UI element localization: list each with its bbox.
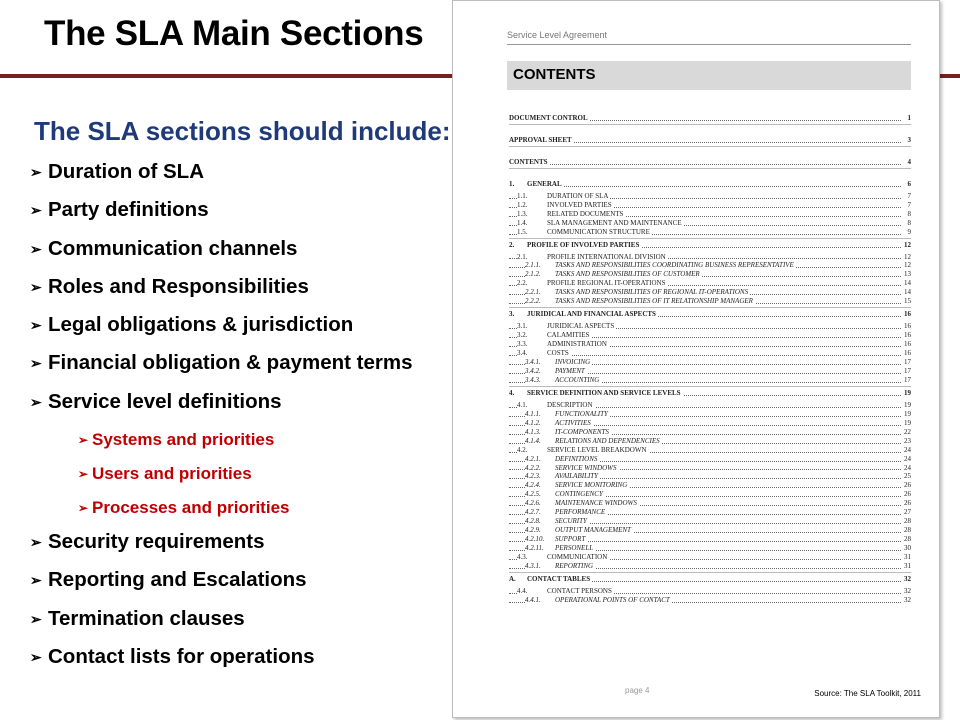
toc-entry — [509, 562, 911, 571]
bullet-text: Security requirements — [48, 530, 265, 554]
toc-title — [525, 428, 611, 437]
toc-title — [525, 419, 593, 428]
arrow-bullet-icon: ➢ — [30, 278, 42, 295]
toc-number: 4.2.6. — [525, 499, 541, 508]
toc-entry — [509, 472, 911, 481]
document-header: Service Level Agreement — [507, 30, 608, 40]
arrow-bullet-icon: ➢ — [30, 393, 42, 410]
bullet-text: Processes and priorities — [92, 498, 290, 518]
toc-title — [509, 114, 590, 123]
toc-title — [517, 331, 591, 340]
contents-heading: CONTENTS — [513, 66, 596, 83]
sub-bullet-item — [30, 423, 413, 457]
toc-entry — [509, 526, 911, 535]
toc-title-text: PROFILE REGIONAL IT-OPERATIONS — [547, 279, 666, 288]
toc-title — [525, 455, 599, 464]
toc-title-text: SERVICE LEVEL BREAKDOWN — [547, 445, 647, 454]
toc-title — [517, 210, 625, 219]
toc-entry — [509, 437, 911, 446]
arrow-bullet-icon: ➢ — [30, 355, 42, 372]
toc-entry — [509, 253, 911, 262]
toc-number: 2.1.1. — [525, 261, 541, 270]
toc-title-text: GENERAL — [527, 179, 562, 188]
toc-title-text: CONTACT TABLES — [527, 574, 591, 583]
bullet-item — [30, 385, 413, 423]
toc-title-text: SERVICE DEFINITION AND SERVICE LEVELS — [527, 388, 681, 397]
toc-page-number: 32 — [904, 595, 911, 604]
toc-page-number: 19 — [904, 400, 911, 409]
toc-title — [509, 310, 658, 319]
toc-title — [517, 349, 571, 358]
toc-title — [517, 201, 614, 210]
toc-title — [525, 464, 619, 473]
toc-title-text: ACTIVITIES — [555, 418, 591, 427]
toc-number: 3.2. — [517, 331, 528, 340]
toc-number: 4. — [509, 388, 515, 397]
toc-title-text: TASKS AND RESPONSIBILITIES OF REGIONAL IT-OPERATIONS — [555, 288, 749, 297]
toc-number: 1.5. — [517, 227, 528, 236]
toc-title — [525, 517, 589, 526]
toc-title — [525, 367, 587, 376]
toc-page-number: 14 — [904, 288, 911, 297]
toc-number: 2. — [509, 240, 515, 249]
toc-entry — [509, 464, 911, 473]
toc-title — [525, 358, 592, 367]
toc-page-number: 24 — [904, 445, 911, 454]
toc-number: 1. — [509, 179, 515, 188]
toc-title — [517, 587, 614, 596]
toc-number: 3.4.2. — [525, 366, 541, 375]
toc-title-text: IT-COMPONENTS — [555, 427, 609, 436]
sub-bullet-item — [30, 457, 413, 491]
toc-title — [525, 270, 702, 279]
toc-page-number: 7 — [907, 200, 911, 209]
arrow-bullet-icon: ➢ — [30, 610, 42, 627]
document-page — [452, 0, 940, 718]
toc-number: 2.2.1. — [525, 288, 541, 297]
toc-title-text: ADMINISTRATION — [547, 340, 607, 349]
toc-number: 1.4. — [517, 218, 528, 227]
toc-title — [517, 401, 595, 410]
toc-page-number: 32 — [904, 574, 911, 583]
toc-entry — [509, 535, 911, 544]
toc-number: 4.2.8. — [525, 517, 541, 526]
toc-entry — [509, 401, 911, 410]
page-number: page 4 — [625, 686, 650, 695]
toc-number: 4.3. — [517, 553, 528, 562]
toc-entry — [509, 241, 911, 250]
toc-title-text: AVAILABILITY — [555, 472, 599, 481]
toc-entry — [509, 587, 911, 596]
toc-title-text: PERFORMANCE — [555, 508, 606, 517]
toc-title — [525, 297, 755, 306]
toc-number: 4.1.2. — [525, 418, 541, 427]
toc-title-text: DOCUMENT CONTROL — [509, 114, 588, 122]
toc-title — [525, 481, 629, 490]
bullet-item — [30, 525, 413, 563]
toc-entry — [509, 508, 911, 517]
toc-page-number: 19 — [904, 418, 911, 427]
toc-title — [509, 575, 592, 584]
header-divider — [507, 44, 911, 45]
toc-number: 2.1.2. — [525, 270, 541, 279]
toc-entry — [509, 201, 911, 210]
toc-title-text: DESCRIPTION — [547, 400, 593, 409]
toc-page-number: 16 — [904, 310, 911, 319]
toc-number: 4.2.10. — [525, 535, 545, 544]
toc-title-text: SUPPORT — [555, 535, 586, 544]
toc-title-text: DURATION OF SLA — [547, 191, 609, 200]
toc-entry — [509, 481, 911, 490]
bullet-item — [30, 308, 413, 346]
toc-title-text: SERVICE WINDOWS — [555, 463, 617, 472]
arrow-bullet-icon: ➢ — [78, 467, 89, 482]
toc-number: 4.4. — [517, 586, 528, 595]
toc-entry — [509, 455, 911, 464]
toc-entry — [509, 490, 911, 499]
toc-number: 4.1. — [517, 400, 528, 409]
toc-page-number: 19 — [904, 409, 911, 418]
toc-title — [525, 490, 605, 499]
toc-number: 4.4.1. — [525, 595, 541, 604]
toc-page-number: 27 — [904, 508, 911, 517]
toc-title-text: COMMUNICATION STRUCTURE — [547, 227, 650, 236]
toc-title-text: RELATED DOCUMENTS — [547, 209, 624, 218]
toc-number: 4.2.2. — [525, 463, 541, 472]
document-preview — [452, 0, 940, 720]
toc-entry — [509, 553, 911, 562]
bullet-text: Legal obligations & jurisdiction — [48, 313, 354, 337]
toc-title-text: TASKS AND RESPONSIBILITIES COORDINATING BUSINESS REPRESENTATIVE — [555, 261, 794, 270]
toc-title — [525, 596, 672, 605]
toc-entry — [509, 279, 911, 288]
toc-title-text: PERSONELL — [555, 544, 594, 553]
toc-entry — [509, 544, 911, 553]
toc-title — [509, 180, 564, 189]
bullet-text: Roles and Responsibilities — [48, 274, 309, 298]
toc-page-number: 17 — [904, 366, 911, 375]
toc-page-number: 19 — [904, 388, 911, 397]
toc-page-number: 22 — [904, 427, 911, 436]
toc-page-number: 16 — [904, 322, 911, 331]
toc-entry — [509, 376, 911, 385]
toc-title — [509, 136, 574, 145]
toc-entry — [509, 136, 911, 145]
bullet-text: Users and priorities — [92, 464, 252, 484]
toc-entry — [509, 180, 911, 189]
toc-title-text: SERVICE MONITORING — [555, 481, 628, 490]
toc-title-text: OPERATIONAL POINTS OF CONTACT — [555, 595, 670, 604]
bullet-item — [30, 640, 413, 678]
toc-page-number: 31 — [904, 561, 911, 570]
toc-page-number: 7 — [907, 191, 911, 200]
toc-entry — [509, 596, 911, 605]
toc-page-number: 28 — [904, 535, 911, 544]
toc-entry — [509, 446, 911, 455]
arrow-bullet-icon: ➢ — [30, 240, 42, 257]
toc-entry — [509, 428, 911, 437]
arrow-bullet-icon: ➢ — [30, 164, 42, 180]
toc-title-text: TASKS AND RESPONSIBILITIES OF IT RELATIONSHIP MANAGER — [555, 297, 753, 306]
source-note: Source: The SLA Toolkit, 2011 — [814, 689, 921, 698]
toc-entry — [509, 322, 911, 331]
toc-title-text: CONTACT PERSONS — [547, 586, 612, 595]
toc-number: 3. — [509, 310, 515, 319]
toc-page-number: 31 — [904, 553, 911, 562]
toc-entry — [509, 331, 911, 340]
toc-entry — [509, 358, 911, 367]
toc-number: 3.4.3. — [525, 375, 541, 384]
toc-page-number: 25 — [904, 472, 911, 481]
toc-title — [525, 376, 601, 385]
toc-title — [525, 410, 610, 419]
toc-entry — [509, 389, 911, 398]
toc-title-text: JURIDICAL AND FINANCIAL ASPECTS — [527, 310, 656, 319]
toc-leader — [509, 186, 901, 187]
toc-title-text: JURIDICAL ASPECTS — [547, 322, 615, 331]
toc-page-number: 28 — [904, 526, 911, 535]
toc-page-number: 26 — [904, 481, 911, 490]
toc-title — [517, 192, 610, 201]
toc-entry — [509, 349, 911, 358]
toc-title-text: RELATIONS AND DEPENDENCIES — [555, 436, 660, 445]
toc-title-text: COMMUNICATION — [547, 553, 608, 562]
toc-page-number: 6 — [907, 179, 911, 188]
table-of-contents — [509, 114, 911, 605]
toc-page-number: 13 — [904, 270, 911, 279]
toc-page-number: 12 — [904, 261, 911, 270]
toc-number: 3.3. — [517, 340, 528, 349]
slide-title: The SLA Main Sections — [44, 14, 424, 53]
toc-title — [517, 279, 667, 288]
toc-entry — [509, 419, 911, 428]
toc-title-text: PROFILE OF INVOLVED PARTIES — [527, 240, 640, 249]
toc-number: 2.1. — [517, 252, 528, 261]
toc-title — [525, 499, 639, 508]
toc-page-number: 26 — [904, 499, 911, 508]
toc-number: 2.2. — [517, 279, 528, 288]
toc-entry — [509, 192, 911, 201]
toc-leader — [509, 164, 901, 165]
toc-entry — [509, 288, 911, 297]
toc-entry — [509, 499, 911, 508]
toc-title-text: COSTS — [547, 349, 569, 358]
toc-title — [517, 253, 668, 262]
toc-title — [525, 535, 587, 544]
bullet-item — [30, 155, 413, 193]
toc-number: 4.1.3. — [525, 427, 541, 436]
toc-page-number: 8 — [907, 218, 911, 227]
toc-title — [525, 261, 796, 270]
toc-title-text: OUTPUT MANAGEMENT — [555, 526, 631, 535]
toc-title — [525, 544, 595, 553]
toc-page-number: 15 — [904, 297, 911, 306]
toc-entry — [509, 575, 911, 584]
arrow-bullet-icon: ➢ — [30, 648, 42, 665]
arrow-bullet-icon: ➢ — [78, 433, 89, 448]
bullet-text: Communication channels — [48, 236, 298, 260]
toc-page-number: 16 — [904, 340, 911, 349]
toc-title — [525, 472, 600, 481]
toc-page-number: 9 — [907, 227, 911, 236]
bullet-text: Financial obligation & payment terms — [48, 351, 413, 375]
toc-entry — [509, 219, 911, 228]
toc-number: 3.1. — [517, 322, 528, 331]
toc-page-number: 28 — [904, 517, 911, 526]
slide-subtitle: The SLA sections should include: — [34, 116, 451, 146]
toc-title-text: PAYMENT — [555, 366, 585, 375]
toc-page-number: 3 — [907, 135, 911, 144]
toc-entry — [509, 270, 911, 279]
toc-page-number: 24 — [904, 463, 911, 472]
bullet-item — [30, 232, 413, 270]
toc-title-text: FUNCTIONALITY — [555, 409, 608, 418]
toc-number: A. — [509, 574, 516, 583]
bullet-text: Termination clauses — [48, 606, 245, 630]
toc-title-text: SECURITY — [555, 517, 587, 526]
toc-page-number: 14 — [904, 279, 911, 288]
toc-entry — [509, 114, 911, 123]
bullet-text: Systems and priorities — [92, 430, 275, 450]
toc-title — [525, 288, 750, 297]
toc-title-text: SLA MANAGEMENT AND MAINTENANCE — [547, 218, 682, 227]
arrow-bullet-icon: ➢ — [78, 501, 89, 516]
toc-page-number: 32 — [904, 586, 911, 595]
toc-page-number: 24 — [904, 454, 911, 463]
toc-title-text: CALAMITIES — [547, 331, 590, 340]
toc-title — [517, 340, 609, 349]
toc-title — [517, 446, 649, 455]
toc-number: 4.1.1. — [525, 409, 541, 418]
toc-number: 3.4. — [517, 349, 528, 358]
bullet-item — [30, 270, 413, 308]
arrow-bullet-icon: ➢ — [30, 534, 42, 551]
toc-number: 4.2.11. — [525, 544, 544, 553]
bullet-text: Service level definitions — [48, 389, 282, 413]
toc-title — [525, 508, 607, 517]
arrow-bullet-icon: ➢ — [30, 202, 42, 219]
toc-page-number: 16 — [904, 331, 911, 340]
contents-heading-bar — [507, 61, 911, 90]
toc-title-text: PROFILE INTERNATIONAL DIVISION — [547, 252, 666, 261]
toc-entry — [509, 297, 911, 306]
toc-number: 3.4.1. — [525, 358, 541, 367]
bullet-text: Duration of SLA — [48, 160, 205, 183]
toc-title — [509, 241, 641, 250]
bullet-item — [30, 193, 413, 231]
toc-number: 4.2.7. — [525, 508, 541, 517]
toc-number: 4.2. — [517, 445, 528, 454]
arrow-bullet-icon: ➢ — [30, 572, 42, 589]
toc-title — [525, 562, 595, 571]
toc-page-number: 12 — [904, 240, 911, 249]
toc-entry — [509, 158, 911, 167]
toc-number: 1.3. — [517, 209, 528, 218]
toc-page-number: 23 — [904, 436, 911, 445]
toc-entry — [509, 410, 911, 419]
toc-page-number: 12 — [904, 252, 911, 261]
toc-title — [509, 158, 550, 167]
toc-entry — [509, 517, 911, 526]
toc-number: 4.2.1. — [525, 454, 541, 463]
bullet-item — [30, 602, 413, 640]
bullet-text: Party definitions — [48, 198, 209, 222]
toc-title — [517, 228, 652, 237]
toc-title-text: INVOICING — [555, 358, 591, 367]
toc-entry — [509, 310, 911, 319]
toc-page-number: 30 — [904, 544, 911, 553]
toc-number: 4.2.4. — [525, 481, 541, 490]
toc-number: 4.2.5. — [525, 490, 541, 499]
toc-title-text: REPORTING — [555, 561, 594, 570]
toc-title — [517, 322, 616, 331]
toc-title-text: TASKS AND RESPONSIBILITIES OF CUSTOMER — [555, 270, 700, 279]
toc-page-number: 1 — [907, 114, 911, 122]
toc-title-text: APPROVAL SHEET — [509, 135, 572, 144]
bullet-item — [30, 563, 413, 601]
toc-title — [509, 389, 683, 398]
toc-number: 1.1. — [517, 191, 528, 200]
toc-page-number: 4 — [907, 157, 911, 166]
toc-number: 4.2.3. — [525, 472, 541, 481]
toc-title-text: CONTINGENCY — [555, 490, 603, 499]
toc-title-text: MAINTENANCE WINDOWS — [555, 499, 637, 508]
toc-entry — [509, 261, 911, 270]
toc-entry — [509, 340, 911, 349]
bullet-text: Contact lists for operations — [48, 644, 315, 668]
toc-page-number: 26 — [904, 490, 911, 499]
sub-bullet-item — [30, 491, 413, 525]
toc-title — [517, 219, 684, 228]
toc-entry — [509, 367, 911, 376]
toc-title-text: ACCOUNTING — [555, 375, 600, 384]
toc-title-text: DEFINITIONS — [555, 454, 598, 463]
toc-title-text: CONTENTS — [509, 157, 548, 166]
toc-title — [525, 437, 662, 446]
toc-number: 4.3.1. — [525, 561, 541, 570]
toc-page-number: 17 — [904, 375, 911, 384]
toc-entry — [509, 228, 911, 237]
toc-page-number: 17 — [904, 358, 911, 367]
toc-page-number: 8 — [907, 209, 911, 218]
toc-title — [517, 553, 609, 562]
toc-page-number: 16 — [904, 349, 911, 358]
toc-entry — [509, 210, 911, 219]
arrow-bullet-icon: ➢ — [30, 317, 42, 334]
bullet-item — [30, 346, 413, 384]
toc-title-text: INVOLVED PARTIES — [547, 200, 612, 209]
toc-number: 2.2.2. — [525, 297, 541, 306]
bullet-list — [30, 155, 413, 678]
toc-number: 4.1.4. — [525, 436, 541, 445]
toc-number: 4.2.9. — [525, 526, 541, 535]
toc-number: 1.2. — [517, 200, 528, 209]
bullet-text: Reporting and Escalations — [48, 568, 307, 592]
toc-title — [525, 526, 633, 535]
